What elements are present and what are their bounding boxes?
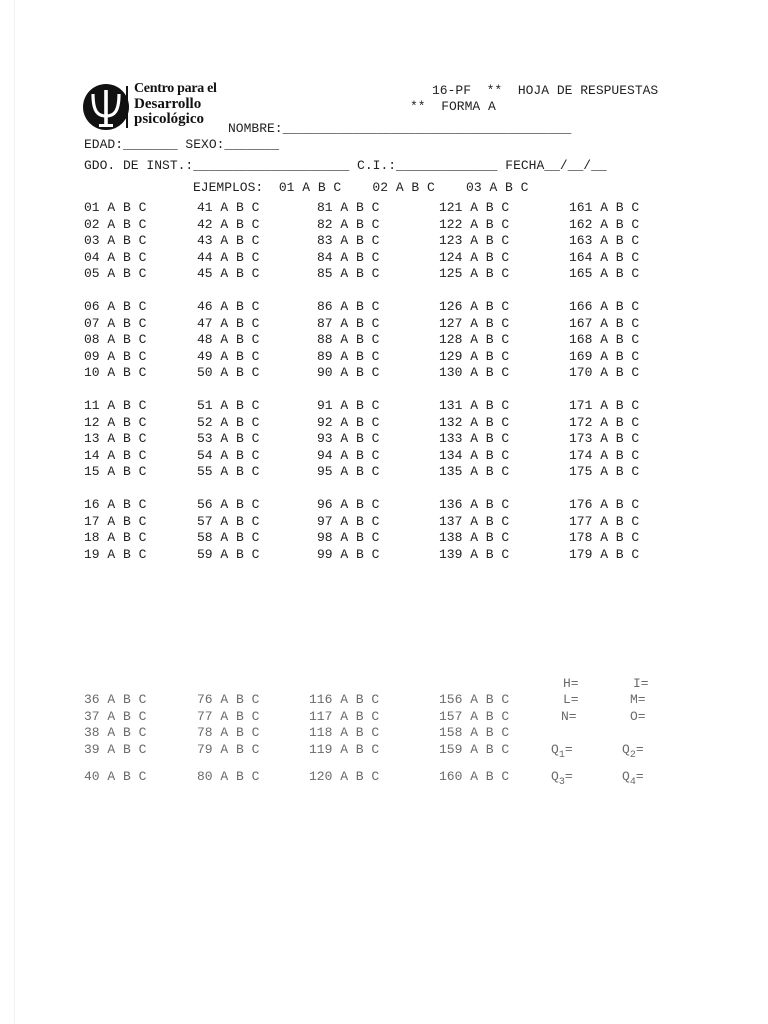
answer-row: 48 A B C (197, 332, 260, 347)
group-spacer (197, 382, 259, 399)
group-spacer (84, 382, 146, 399)
group-spacer (439, 382, 509, 399)
answer-row: 174 A B C (569, 447, 640, 463)
answer-row: 138 A B C (439, 530, 510, 545)
answer-row: 165 A B C (569, 266, 640, 281)
logo-line-2: Desarrollo (134, 96, 202, 112)
answer-row: 126 A B C (439, 299, 510, 314)
answer-row: 81 A B C (317, 200, 380, 215)
answer-row: 55 A B C (197, 464, 260, 479)
answer-row: 122 A B C (439, 216, 510, 232)
logo-line-1: Centro para el (134, 81, 217, 96)
answer-row: 97 A B C (317, 513, 380, 529)
group-spacer (569, 283, 639, 300)
page-edge (14, 0, 15, 1024)
factor-o: O= (630, 709, 646, 724)
answer-row: 77 A B C (197, 709, 260, 724)
answer-row: 83 A B C (317, 233, 380, 248)
answer-row: 162 A B C (569, 216, 640, 232)
answer-row: 176 A B C (569, 497, 640, 512)
group-spacer (569, 481, 639, 498)
answer-column-2 (197, 200, 259, 563)
group-spacer (317, 481, 379, 498)
group-spacer (197, 481, 259, 498)
answer-row: 53 A B C (197, 431, 260, 446)
answer-row: 95 A B C (317, 464, 380, 479)
answer-row: 169 A B C (569, 348, 640, 364)
answer-row: 177 A B C (569, 513, 640, 529)
answer-row: 178 A B C (569, 530, 640, 545)
answer-row: 09 A B C (84, 348, 147, 364)
group-spacer (569, 382, 639, 399)
answer-row: 163 A B C (569, 233, 640, 248)
answer-row: 135 A B C (439, 464, 510, 479)
answer-row: 156 A B C (439, 692, 510, 707)
answer-row: 02 A B C (84, 216, 147, 232)
answer-row: 168 A B C (569, 332, 640, 347)
group-spacer (84, 283, 146, 300)
answer-row: 89 A B C (317, 348, 380, 364)
answer-row: 36 A B C (84, 692, 147, 707)
answer-row: 127 A B C (439, 315, 510, 331)
answer-row: 19 A B C (84, 546, 147, 562)
answer-row: 38 A B C (84, 725, 147, 740)
answer-row: 06 A B C (84, 299, 147, 314)
answer-row: 47 A B C (197, 315, 260, 331)
answer-row: 39 A B C (84, 742, 147, 757)
answer-row: 130 A B C (439, 365, 510, 380)
answer-row: 119 A B C (309, 742, 380, 757)
answer-row: 79 A B C (197, 742, 260, 757)
factor-l: L= (563, 692, 579, 707)
factor-q3: $Q_3=$ (551, 769, 573, 788)
answer-row: 42 A B C (197, 216, 260, 232)
answer-row: 80 A B C (197, 769, 260, 784)
answer-row: 10 A B C (84, 365, 147, 380)
factor-i: I= (633, 676, 649, 691)
factor-q4: $Q_4=$ (622, 769, 644, 788)
nombre-field: NOMBRE:_____________________________________ (228, 121, 572, 136)
factor-m: M= (630, 692, 646, 707)
answer-row: 93 A B C (317, 431, 380, 446)
answer-row: 94 A B C (317, 447, 380, 463)
group-spacer (197, 283, 259, 300)
group-spacer (317, 283, 379, 300)
answer-row: 98 A B C (317, 530, 380, 545)
answer-row: 91 A B C (317, 398, 380, 413)
answer-row: 99 A B C (317, 546, 380, 562)
answer-row: 166 A B C (569, 299, 640, 314)
answer-row: 43 A B C (197, 233, 260, 248)
answer-row: 14 A B C (84, 447, 147, 463)
answer-row: 01 A B C (84, 200, 147, 215)
factor-q2: $Q_2=$ (622, 742, 644, 761)
answer-row: 16 A B C (84, 497, 147, 512)
sheet-title: 16-PF ** HOJA DE RESPUESTAS (432, 83, 659, 98)
answer-row: 124 A B C (439, 249, 510, 265)
answer-row: 03 A B C (84, 233, 147, 248)
answer-row: 85 A B C (317, 266, 380, 281)
answer-row: 76 A B C (197, 692, 260, 707)
answer-row: 37 A B C (84, 709, 147, 724)
answer-row: 17 A B C (84, 513, 147, 529)
answer-row: 116 A B C (309, 692, 380, 707)
answer-row: 90 A B C (317, 365, 380, 380)
answer-row: 132 A B C (439, 414, 510, 430)
answer-row: 157 A B C (439, 709, 510, 724)
answer-row: 175 A B C (569, 464, 640, 479)
psi-logo-icon (82, 82, 130, 132)
answer-column-1 (84, 200, 146, 563)
answer-row: 44 A B C (197, 249, 260, 265)
answer-row: 41 A B C (197, 200, 260, 215)
answer-row: 46 A B C (197, 299, 260, 314)
answer-row: 96 A B C (317, 497, 380, 512)
answer-row: 118 A B C (309, 725, 380, 740)
answer-row: 51 A B C (197, 398, 260, 413)
answer-row: 87 A B C (317, 315, 380, 331)
answer-row: 40 A B C (84, 769, 147, 784)
sheet-form: ** FORMA A (410, 99, 496, 114)
answer-row: 129 A B C (439, 348, 510, 364)
answer-row: 58 A B C (197, 530, 260, 545)
answer-row: 11 A B C (84, 398, 147, 413)
answer-row: 54 A B C (197, 447, 260, 463)
answer-row: 04 A B C (84, 249, 147, 265)
answer-row: 125 A B C (439, 266, 510, 281)
answer-row: 12 A B C (84, 414, 147, 430)
answer-row: 05 A B C (84, 266, 147, 281)
logo-line-3: psicológico (134, 111, 204, 127)
answer-column-4 (439, 200, 509, 563)
answer-row: 167 A B C (569, 315, 640, 331)
answer-row: 134 A B C (439, 447, 510, 463)
answer-row: 120 A B C (309, 769, 380, 784)
answer-row: 172 A B C (569, 414, 640, 430)
answer-row: 161 A B C (569, 200, 640, 215)
answer-row: 78 A B C (197, 725, 260, 740)
answer-row: 15 A B C (84, 464, 147, 479)
answer-row: 164 A B C (569, 249, 640, 265)
instruccion-ci-fecha-field: GDO. DE INST.:____________________ C.I.:_____________ FECHA__/__/__ (84, 158, 607, 173)
answer-row: 139 A B C (439, 546, 510, 562)
answer-column-5 (569, 200, 639, 563)
answer-row: 171 A B C (569, 398, 640, 413)
answer-row: 160 A B C (439, 769, 510, 784)
answer-row: 88 A B C (317, 332, 380, 347)
logo-divider (126, 86, 128, 128)
answer-row: 57 A B C (197, 513, 260, 529)
group-spacer (439, 481, 509, 498)
factor-h: H= (563, 676, 579, 691)
answer-row: 59 A B C (197, 546, 260, 562)
answer-row: 123 A B C (439, 233, 510, 248)
answer-row: 07 A B C (84, 315, 147, 331)
answer-row: 18 A B C (84, 530, 147, 545)
answer-row: 128 A B C (439, 332, 510, 347)
ejemplos-row: EJEMPLOS: 01 A B C 02 A B C 03 A B C (193, 180, 529, 195)
answer-row: 08 A B C (84, 332, 147, 347)
edad-sexo-field: EDAD:_______ SEXO:_______ (84, 137, 280, 152)
answer-row: 49 A B C (197, 348, 260, 364)
answer-row: 136 A B C (439, 497, 510, 512)
answer-row: 45 A B C (197, 266, 260, 281)
answer-row: 131 A B C (439, 398, 510, 413)
factor-n: N= (561, 709, 577, 724)
answer-row: 137 A B C (439, 513, 510, 529)
group-spacer (439, 283, 509, 300)
answer-row: 133 A B C (439, 431, 510, 446)
answer-row: 56 A B C (197, 497, 260, 512)
answer-row: 179 A B C (569, 546, 640, 562)
answer-row: 50 A B C (197, 365, 260, 380)
answer-row: 158 A B C (439, 725, 510, 740)
answer-row: 159 A B C (439, 742, 510, 757)
answer-row: 173 A B C (569, 431, 640, 446)
group-spacer (317, 382, 379, 399)
answer-row: 92 A B C (317, 414, 380, 430)
factor-q1: $Q_1=$ (551, 742, 573, 761)
answer-column-3 (317, 200, 379, 563)
answer-row: 52 A B C (197, 414, 260, 430)
answer-row: 117 A B C (309, 709, 380, 724)
answer-row: 13 A B C (84, 431, 147, 446)
answer-row: 82 A B C (317, 216, 380, 232)
answer-row: 86 A B C (317, 299, 380, 314)
group-spacer (84, 481, 146, 498)
answer-row: 121 A B C (439, 200, 510, 215)
answer-row: 84 A B C (317, 249, 380, 265)
answer-row: 170 A B C (569, 365, 640, 380)
